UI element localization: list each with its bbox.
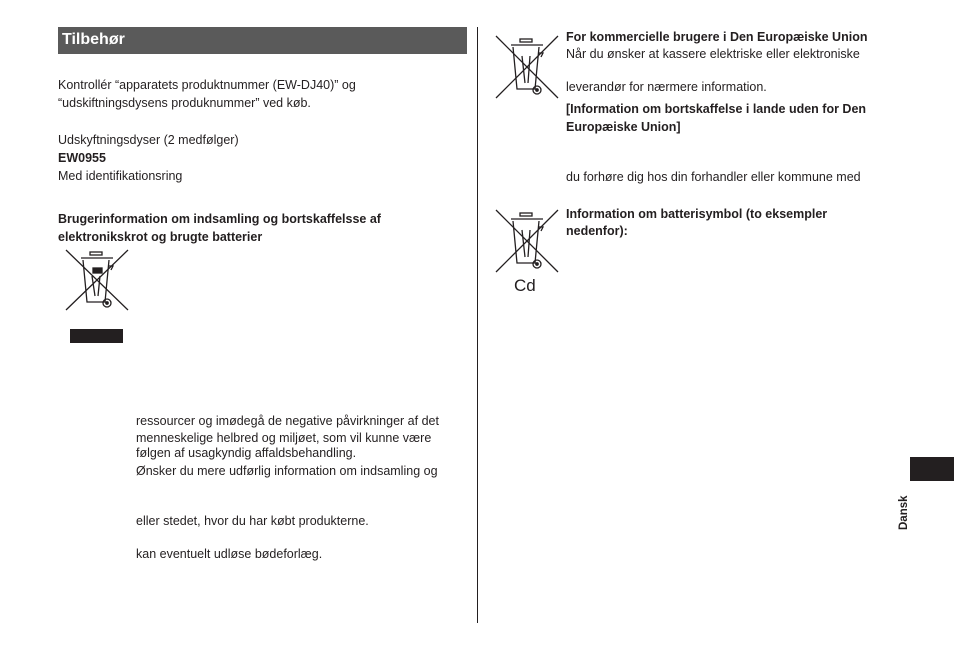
accessory-name: Udskyftningsdyser (2 medfølger) bbox=[58, 133, 239, 147]
accessory-note: Med identifikationsring bbox=[58, 169, 183, 183]
body-line-6: kan eventuelt udløse bødeforlæg. bbox=[136, 547, 323, 561]
language-tab-label: Dansk bbox=[898, 495, 910, 530]
commercial-heading: For kommercielle brugere i Den Europæiske Union bbox=[566, 30, 868, 44]
battery-symbol-label: Cd bbox=[514, 276, 536, 295]
accessory-code: EW0955 bbox=[58, 151, 106, 165]
body-line-2: menneskelige helbred og miljøet, som vil kunne være bbox=[136, 431, 432, 445]
crossed-out-wheelie-bin-icon bbox=[64, 248, 130, 312]
battery-heading-line-2: nedenfor): bbox=[566, 224, 628, 238]
battery-heading-line-1: Information om batterisymbol (to eksempler bbox=[566, 207, 828, 221]
commercial-line-1: Når du ønsker at kassere elektriske eller elektroniske bbox=[566, 47, 860, 61]
column-divider bbox=[477, 27, 478, 623]
product-number-line-2: “udskiftningsdysens produknummer” ved køb. bbox=[58, 96, 311, 110]
body-line-5: eller stedet, hvor du har købt produkterne. bbox=[136, 514, 369, 528]
section-title: Tilbehør bbox=[62, 31, 125, 48]
bin-date-bar bbox=[70, 329, 123, 343]
crossed-out-wheelie-bin-icon bbox=[494, 34, 560, 100]
body-line-3: følgen af usagkyndig affaldsbehandling. bbox=[136, 446, 357, 460]
outside-eu-heading-line-2: Europæiske Union] bbox=[566, 120, 681, 134]
section-title-bar bbox=[58, 27, 467, 54]
language-tab bbox=[910, 457, 954, 481]
product-number-line-1: Kontrollér “apparatets produktnummer (EW-DJ40)” og bbox=[58, 78, 356, 92]
commercial-line-2: leverandør for nærmere information. bbox=[566, 80, 767, 94]
crossed-out-wheelie-bin-icon bbox=[494, 208, 560, 274]
body-line-1: ressourcer og imødegå de negative påvirkninger af det bbox=[136, 414, 439, 428]
user-info-heading-line-1: Brugerinformation om indsamling og bortskaffelsse af bbox=[58, 212, 381, 226]
outside-eu-line: du forhøre dig hos din forhandler eller kommune med bbox=[566, 170, 861, 184]
user-info-heading-line-2: elektronikskrot og brugte batterier bbox=[58, 230, 263, 244]
outside-eu-heading-line-1: [Information om bortskaffelse i lande uden for Den bbox=[566, 102, 867, 116]
body-line-4: Ønsker du mere udførlig information om indsamling og bbox=[136, 464, 438, 478]
